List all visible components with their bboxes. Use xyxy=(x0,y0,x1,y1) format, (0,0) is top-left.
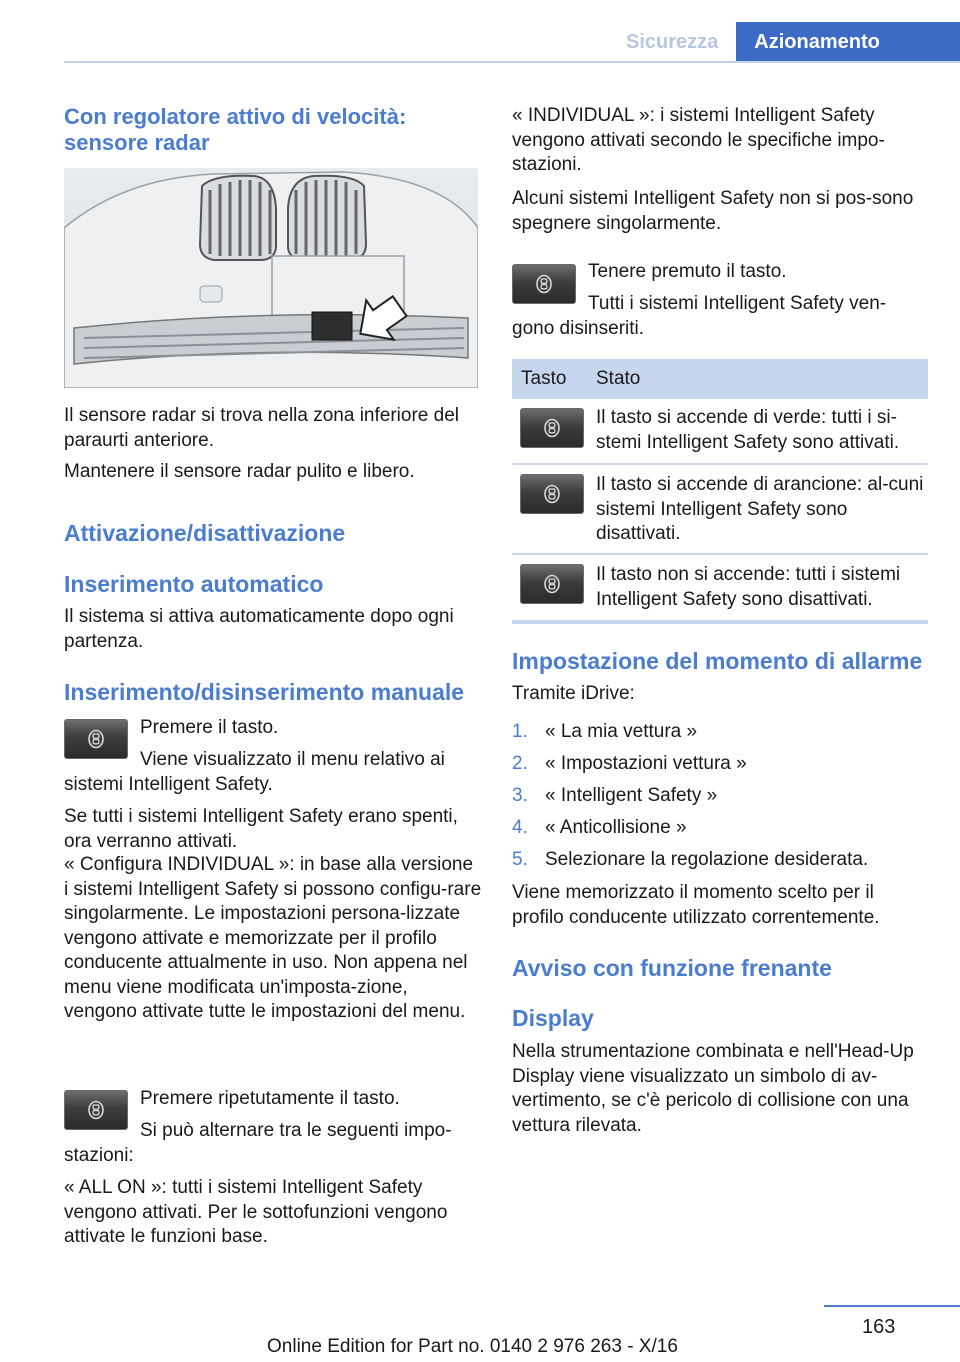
button-orange-icon xyxy=(520,474,584,514)
radar-location-text: Il sensore radar si trova nella zona inferiore del paraurti anteriore. xyxy=(64,405,459,451)
table-row: Il tasto si accende di verde: tutti i si‐stemi Intelligent Safety sono attivati. xyxy=(596,407,900,453)
page-header xyxy=(626,22,960,62)
heading-alarm-timing: Impostazione del momento di allarme xyxy=(512,648,923,674)
display-text: Nella strumentazione combinata e nell'Head-Up Display viene visualizzato un simbolo di av‐vertimento, se c'è pericolo di collisione con una vettura rilevata. xyxy=(512,1041,914,1136)
table-divider xyxy=(512,463,928,465)
status-table-header xyxy=(512,359,928,399)
list-item: 5. Selezionare la regolazione desiderata. xyxy=(512,849,869,870)
press-button-text: Premere il tasto. xyxy=(140,717,279,738)
individual-text: « INDIVIDUAL »: i sistemi Intelligent Safety vengono attivati secondo le specifiche impo‐stazioni. xyxy=(512,105,885,175)
heading-activation: Attivazione/disattivazione xyxy=(64,520,346,546)
all-off-text: Tutti i sistemi Intelligent Safety ven‐gono disinseriti. xyxy=(512,293,887,339)
configure-individual-text: « Configura INDIVIDUAL »: in base alla versione i sistemi Intelligent Safety si possono configu‐rare singolarmente. Le impostazioni persona‐lizzate vengono attivate e memorizzate per il profilo conducente attualmente in uso. Non appena nel menu viene modificata un'imposta‐zione, vengono attivate tutte le impostazioni del menu. xyxy=(64,854,482,1022)
page-number: 163 xyxy=(862,1316,896,1338)
all-on-text: « ALL ON »: tutti i sistemi Intelligent Safety vengono attivati. Per le sottofunzioni vengono attivate le funzioni base. xyxy=(64,1177,448,1247)
col-key-header: Tasto xyxy=(521,368,567,389)
list-item: 2. « Impostazioni vettura » xyxy=(512,753,747,774)
idrive-steps xyxy=(512,716,928,876)
list-item: 3. « Intelligent Safety » xyxy=(512,785,718,806)
radar-keep-clean-text: Mantenere il sensore radar pulito e libero. xyxy=(64,461,415,482)
footer-edition: Online Edition for Part no. 0140 2 976 263 - X/16 xyxy=(267,1336,678,1357)
table-bottom-rule xyxy=(512,620,928,624)
heading-display: Display xyxy=(512,1005,594,1031)
via-idrive-text: Tramite iDrive: xyxy=(512,683,635,704)
stored-text: Viene memorizzato il momento scelto per il profilo conducente utilizzato correntemente. xyxy=(512,882,880,928)
heading-auto: Inserimento automatico xyxy=(64,571,324,597)
if-off-text: Se tutti i sistemi Intelligent Safety erano spenti, ora verranno attivati. xyxy=(64,806,458,852)
heading-manual: Inserimento/disinserimento manuale xyxy=(64,679,465,705)
button-green-icon xyxy=(520,408,584,448)
heading-radar: Con regolatore attivo di velocità: sensore radar xyxy=(64,104,407,155)
heading-brake-warning: Avviso con funzione frenante xyxy=(512,955,832,981)
table-row: Il tasto si accende di arancione: al‐cuni sistemi Intelligent Safety sono disattivati. xyxy=(596,474,924,544)
header-divider xyxy=(64,61,960,63)
auto-text: Il sistema si attiva automaticamente dopo ogni partenza. xyxy=(64,606,454,652)
footer-rule xyxy=(824,1305,960,1307)
hold-button-text: Tenere premuto il tasto. xyxy=(588,261,787,282)
cannot-off-text: Alcuni sistemi Intelligent Safety non si pos‐sono spegnere singolarmente. xyxy=(512,188,914,234)
press-repeat-text: Premere ripetutamente il tasto. xyxy=(140,1088,400,1109)
header-chapter[interactable]: Azionamento xyxy=(736,22,960,62)
button-unlit-icon xyxy=(520,564,584,604)
list-item: 4. « Anticollisione » xyxy=(512,817,687,838)
table-row: Il tasto non si accende: tutti i sistemi Intelligent Safety sono disattivati. xyxy=(596,564,901,610)
col-state-header: Stato xyxy=(596,368,641,389)
list-item: 1. « La mia vettura » xyxy=(512,721,698,742)
car-front-image xyxy=(64,168,478,388)
header-section[interactable]: Sicurezza xyxy=(626,31,719,53)
menu-shown-text: Viene visualizzato il menu relativo ai sistemi Intelligent Safety. xyxy=(64,749,445,795)
table-divider xyxy=(512,553,928,555)
radar-sensor-illustration xyxy=(64,168,478,388)
toggle-settings-text: Si può alternare tra le seguenti impo‐stazioni: xyxy=(64,1120,452,1166)
